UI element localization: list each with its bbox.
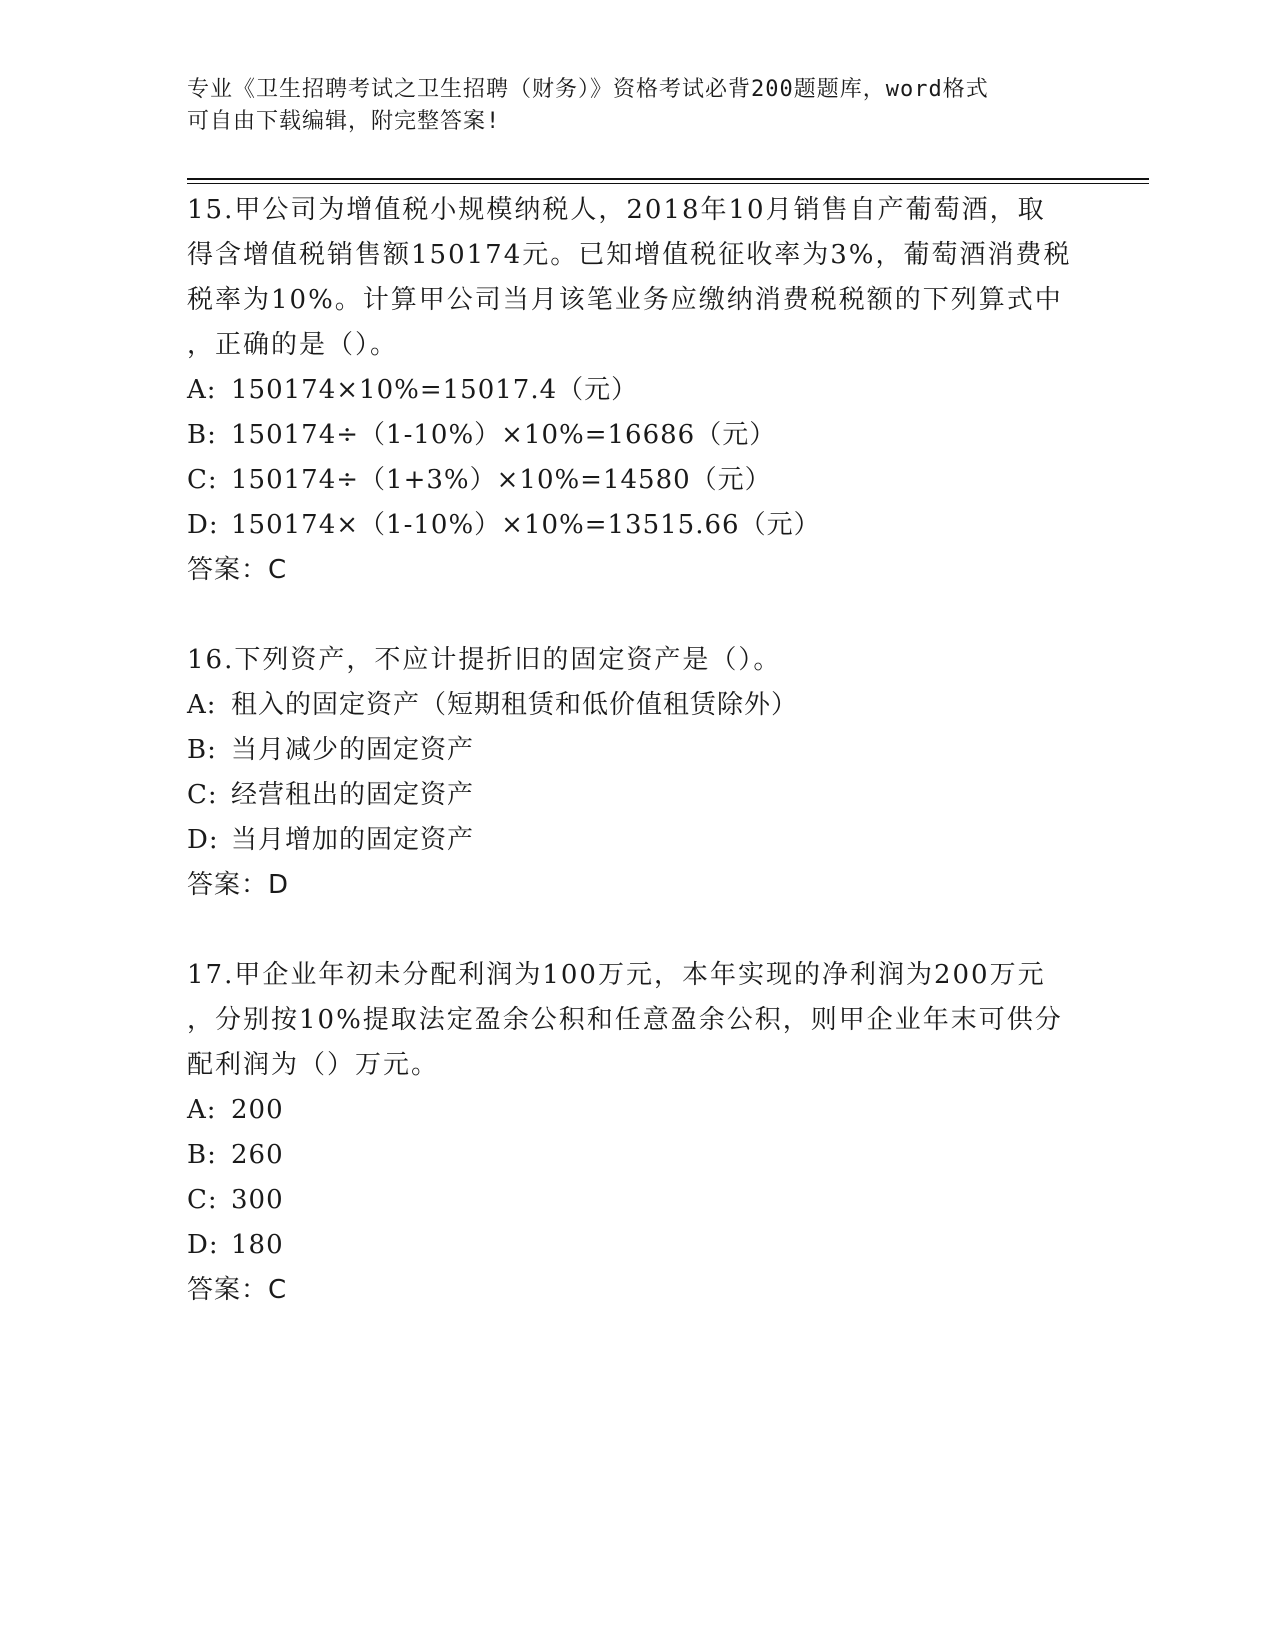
option-key: B: [187, 420, 217, 450]
option-key: D: [187, 825, 219, 855]
answer-line: 答案：C [187, 1275, 288, 1305]
option-a [187, 1088, 1087, 1133]
spacer [187, 908, 1087, 953]
option-text: 当月增加的固定资产 [231, 825, 475, 855]
option-text: 200 [231, 1095, 284, 1125]
option-key: C: [187, 780, 218, 810]
question-stem-line: 17.甲企业年初未分配利润为100万元，本年实现的净利润为200万元 [187, 960, 1046, 990]
option-key: C: [187, 465, 218, 495]
option-a [187, 683, 1087, 728]
option-key: C: [187, 1185, 218, 1215]
question-stem-line: 配利润为（）万元。 [187, 1050, 440, 1080]
document-header [187, 74, 1067, 138]
answer-line: 答案：C [187, 555, 288, 585]
option-d [187, 503, 1087, 548]
header-divider-thin [187, 183, 1149, 184]
question-stem-line: ，分别按10%提取法定盈余公积和任意盈余公积，则甲企业年末可供分 [187, 1005, 1063, 1035]
option-a [187, 368, 1087, 413]
question-15 [187, 188, 1087, 593]
option-d [187, 818, 1087, 863]
option-text: 当月减少的固定资产 [231, 735, 475, 765]
option-text: 260 [231, 1140, 284, 1170]
question-stem-line: 15.甲公司为增值税小规模纳税人，2018年10月销售自产葡萄酒，取 [187, 195, 1046, 225]
spacer [187, 593, 1087, 638]
option-text: 180 [231, 1230, 284, 1260]
answer-line: 答案：D [187, 870, 290, 900]
option-key: D: [187, 1230, 219, 1260]
header-line-1: 专业《卫生招聘考试之卫生招聘（财务）》资格考试必背200题题库，word格式 [187, 77, 989, 102]
option-text: 150174×10%=15017.4（元） [231, 375, 639, 405]
question-16 [187, 638, 1087, 908]
option-text: 150174÷（1+3%）×10%=14580（元） [231, 465, 772, 495]
option-b [187, 1133, 1087, 1178]
option-key: A: [187, 1095, 217, 1125]
question-list [187, 188, 1087, 1313]
option-key: D: [187, 510, 219, 540]
option-key: B: [187, 735, 217, 765]
question-stem-line: 得含增值税销售额150174元。已知增值税征收率为3%，葡萄酒消费税 [187, 240, 1072, 270]
question-17 [187, 953, 1087, 1313]
question-stem-line: ，正确的是（）。 [187, 330, 399, 360]
header-divider-thick [187, 178, 1149, 180]
option-key: A: [187, 690, 217, 720]
option-c [187, 1178, 1087, 1223]
option-text: 150174÷（1-10%）×10%=16686（元） [231, 420, 777, 450]
option-c [187, 458, 1087, 503]
question-stem-line: 16.下列资产，不应计提折旧的固定资产是（）。 [187, 645, 782, 675]
option-text: 租入的固定资产（短期租赁和低价值租赁除外） [231, 690, 799, 720]
option-b [187, 413, 1087, 458]
option-key: A: [187, 375, 217, 405]
option-key: B: [187, 1140, 217, 1170]
option-text: 300 [231, 1185, 284, 1215]
option-c [187, 773, 1087, 818]
question-stem-line: 税率为10%。计算甲公司当月该笔业务应缴纳消费税税额的下列算式中 [187, 285, 1063, 315]
option-b [187, 728, 1087, 773]
option-text: 150174×（1-10%）×10%=13515.66（元） [231, 510, 821, 540]
option-text: 经营租出的固定资产 [231, 780, 475, 810]
header-line-2: 可自由下载编辑，附完整答案! [187, 109, 501, 134]
option-d [187, 1223, 1087, 1268]
